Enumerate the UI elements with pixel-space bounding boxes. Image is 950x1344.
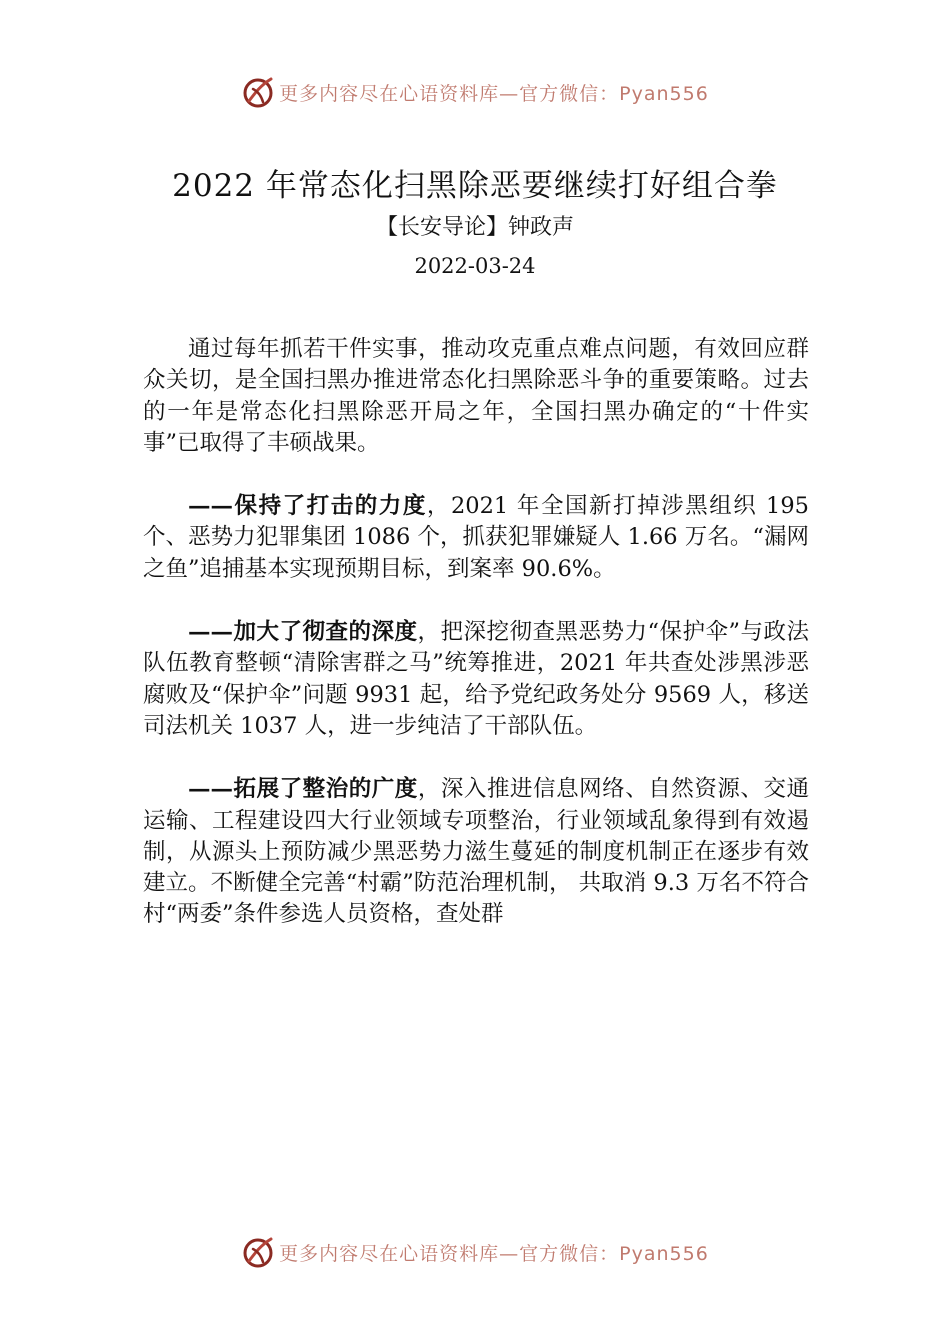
article-title: 2022 年常态化扫黑除恶要继续打好组合拳 <box>172 168 778 204</box>
wechat-id: Pyan556 <box>619 82 709 105</box>
article-byline: 【长安导论】钟政声 <box>375 215 574 240</box>
section-heading: ——拓展了整治的广度 <box>188 776 418 803</box>
header-banner <box>0 72 950 112</box>
banner-text: 更多内容尽在心语资料库—官方微信：Pyan556 <box>279 82 709 105</box>
article-body <box>143 334 809 963</box>
section-body: ，2021 年全国新打掉涉黑组织 195 个、恶势力犯罪集团 1086 个，抓获犯罪嫌疑人 1.66 万名。“漏网之鱼”追捕基本实现预期目标，到案率 90.6%。 <box>143 493 809 582</box>
library-logo-icon <box>241 75 275 109</box>
wechat-id: Pyan556 <box>619 1242 709 1265</box>
section-body: ，深入推进信息网络、自然资源、交通运输、工程建设四大行业领域专项整治，行业领域乱象得到有效遏制，从源头上预防减少黑恶势力滋生蔓延的制度机制正在逐步有效建立。不断健全完善“村霸”防范治理机制， 共取消 9.3 万名不符合村“两委”条件参选人员资格，查处群 <box>143 776 809 928</box>
section-heading: ——加大了彻查的深度 <box>188 619 418 646</box>
section-body: ，把深挖彻查黑恶势力“保护伞”与政法队伍教育整顿“清除害群之马”统筹推进，2021 年共查处涉黑涉恶腐败及“保护伞”问题 9931 起，给予党纪政务处分 9569 人，移送司法机关 1037 人，进一步纯洁了干部队伍。 <box>143 619 809 739</box>
section-paragraph <box>143 491 809 585</box>
article-date: 2022-03-24 <box>414 254 536 278</box>
banner-text: 更多内容尽在心语资料库—官方微信：Pyan556 <box>279 1242 709 1265</box>
section-paragraph <box>143 617 809 742</box>
footer-banner <box>0 1232 950 1272</box>
section-paragraph <box>143 774 809 930</box>
section-heading: ——保持了打击的力度 <box>188 493 427 520</box>
library-logo-icon <box>241 1235 275 1269</box>
intro-paragraph: 通过每年抓若干件实事，推动攻克重点难点问题，有效回应群众关切，是全国扫黑办推进常态化扫黑除恶斗争的重要策略。过去的一年是常态化扫黑除恶开局之年，全国扫黑办确定的“十件实事”已取得了丰硕战果。 <box>143 336 809 456</box>
